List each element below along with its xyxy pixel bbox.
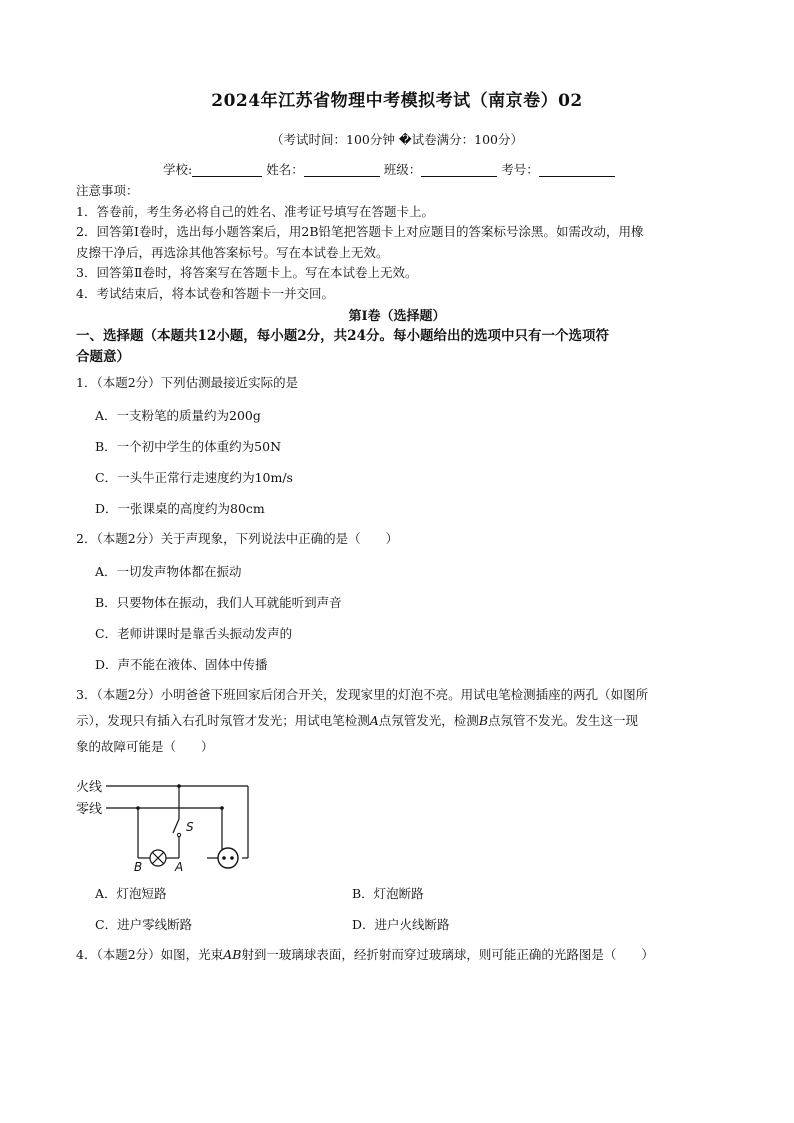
stem-text: 4．（本题2分）如图，光束 xyxy=(76,947,224,962)
question-2-option-d: D．声不能在液体、固体中传播 xyxy=(95,657,268,672)
question-1-option-a: A．一支粉笔的质量约为200g xyxy=(95,408,261,423)
question-3-option-a: A．灯泡短路 xyxy=(95,886,167,901)
question-3-stem-line: 象的故障可能是（ ） xyxy=(76,739,214,754)
notes-item: 2．回答第Ⅰ卷时，选出每小题答案后，用2B铅笔把答题卡上对应题目的答案标号涂黑。如需改动，用橡 xyxy=(76,224,644,239)
part-title xyxy=(76,326,726,368)
exam-no-label: 考号： xyxy=(501,162,539,177)
name-blank xyxy=(304,162,380,177)
stem-text: 点氖管不发光。发生这一现 xyxy=(488,713,639,728)
question-2-option-b: B．只要物体在振动，我们人耳就能听到声音 xyxy=(95,595,342,610)
point-b-label: B xyxy=(134,860,143,874)
exam-meta: （考试时间：100分钟 �试卷满分：100分） xyxy=(270,132,523,147)
circuit-diagram xyxy=(72,774,262,874)
student-info-line xyxy=(163,160,615,178)
question-3-stem-line xyxy=(76,710,726,731)
school-label: 学校: xyxy=(163,162,193,177)
class-blank xyxy=(421,162,497,177)
class-label: 班级： xyxy=(383,162,422,177)
point-a-label: A xyxy=(175,860,184,874)
question-2-option-a: A．一切发声物体都在振动 xyxy=(95,564,242,579)
switch-contact xyxy=(177,833,180,836)
notes-item: 4．考试结束后，将本试卷和答题卡一并交回。 xyxy=(76,285,334,301)
question-2-stem: 2．（本题2分）关于声现象，下列说法中正确的是（ ） xyxy=(76,531,399,546)
notes-heading: 注意事项： xyxy=(76,183,139,198)
part-title-line: 一、选择题（本题共12小题，每小题2分，共24分。每小题给出的选项中只有一个选项符 xyxy=(76,328,609,344)
stem-text: 点氖管发光，检测 xyxy=(378,713,479,728)
question-2-option-c: C．老师讲课时是靠舌头振动发声的 xyxy=(95,626,293,641)
notes-item: 1．答卷前，考生务必将自己的姓名、准考证号填写在答题卡上。 xyxy=(76,203,434,219)
question-1-stem: 1．（本题2分）下列估测最接近实际的是 xyxy=(76,375,299,390)
notes-item: 3．回答第Ⅱ卷时，将答案写在答题卡上。写在本试卷上无效。 xyxy=(76,265,418,280)
page-title: 2024年江苏省物理中考模拟考试（南京卷）02 xyxy=(211,91,583,111)
section-title: 第Ⅰ卷（选择题） xyxy=(348,309,446,324)
switch-label: S xyxy=(186,820,194,834)
question-1-option-c: C．一头牛正常行走速度约为10m/s xyxy=(95,470,293,485)
question-3-option-d: D．进户火线断路 xyxy=(352,917,450,932)
exam-no-blank xyxy=(539,162,615,177)
stem-text: 射到一玻璃球表面，经折射而穿过玻璃球，则可能正确的光路图是（ ） xyxy=(241,947,654,962)
question-3-option-b: B．灯泡断路 xyxy=(352,886,424,901)
question-4-stem xyxy=(76,944,736,965)
live-wire-label: 火线 xyxy=(76,780,103,795)
school-blank xyxy=(192,162,262,177)
question-3-option-c: C．进户零线断路 xyxy=(95,917,193,932)
junction-dot xyxy=(220,806,224,810)
light-beam-ref: AB xyxy=(223,947,242,962)
question-1-option-b: B．一个初中学生的体重约为50N xyxy=(95,439,282,454)
question-1-option-d: D．一张课桌的高度约为80cm xyxy=(95,501,265,516)
junction-dot xyxy=(136,806,140,810)
stem-text: 示），发现只有插入右孔时氖管才发光；用试电笔检测 xyxy=(76,713,370,728)
point-a-ref: A xyxy=(369,713,379,728)
neutral-wire-label: 零线 xyxy=(76,802,103,817)
notes-block xyxy=(76,181,726,304)
junction-dot xyxy=(177,784,181,788)
name-label: 姓名： xyxy=(266,162,304,177)
point-b-ref: B xyxy=(478,713,488,728)
question-3-stem xyxy=(76,684,726,757)
part-title-line: 合题意） xyxy=(76,349,130,365)
lamp-icon xyxy=(150,850,166,866)
notes-item: 皮擦干净后，再选涂其他答案标号。写在本试卷上无效。 xyxy=(76,244,389,260)
circuit-wires xyxy=(106,786,248,858)
socket-icon xyxy=(218,848,238,868)
question-3-stem-line: 3．（本题2分）小明爸爸下班回家后闭合开关，发现家里的灯泡不亮。用试电笔检测插座的两孔（如图所 xyxy=(76,687,649,702)
